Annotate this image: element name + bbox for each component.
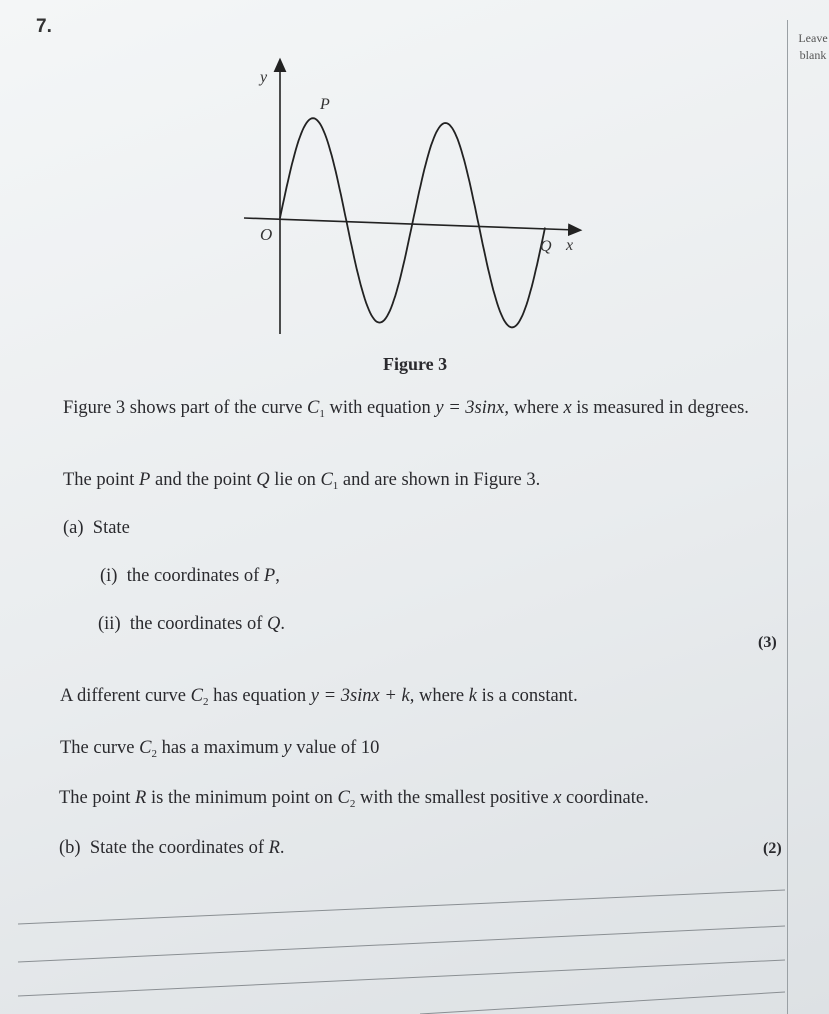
- curve-subscript: 2: [203, 696, 209, 708]
- part-b-marks: (2): [763, 840, 782, 857]
- part-a-ii-label: (ii): [98, 614, 121, 634]
- part-b-text: State the coordinates of: [89, 838, 269, 858]
- max-text-3: value of 10: [291, 738, 380, 758]
- curve-subscript: 2: [151, 748, 157, 760]
- equation-c2: y = 3sinx + k: [310, 686, 410, 706]
- points-sentence: [63, 468, 540, 499]
- curve-name: C: [307, 398, 320, 418]
- curve-name: C: [337, 788, 350, 808]
- part-b-label: (b): [59, 838, 81, 858]
- points-text-2: and the point: [150, 470, 257, 490]
- question-number: 7.: [36, 16, 52, 37]
- curve-c1: [280, 118, 545, 327]
- figure-caption: Figure 3: [383, 354, 448, 374]
- intro-text-2: with equation: [324, 398, 436, 418]
- x-variable: x: [563, 398, 572, 418]
- points-text-3: lie on: [269, 470, 321, 490]
- r-text-1: The point: [59, 788, 136, 808]
- points-text-1: The point: [63, 470, 140, 490]
- intro-text-3: , where: [504, 398, 564, 418]
- curve-subscript: 2: [349, 798, 356, 810]
- sine-curve-figure: [240, 50, 600, 350]
- curve-name: C: [139, 738, 152, 758]
- part-b-question: [59, 836, 285, 861]
- r-text-4: coordinate.: [561, 788, 649, 808]
- leave-blank-label: [793, 30, 829, 64]
- part-a-text: State: [92, 518, 130, 538]
- answer-line[interactable]: [18, 890, 785, 924]
- curve-name: C: [190, 686, 203, 706]
- margin-divider: [787, 20, 788, 1014]
- part-a-i: [100, 564, 280, 589]
- c2-text-2: has equation: [208, 686, 311, 706]
- answer-line[interactable]: [420, 992, 785, 1014]
- point-q-label: Q: [540, 238, 552, 255]
- answer-line[interactable]: [18, 926, 785, 962]
- point-p: P: [263, 566, 276, 586]
- point-r: R: [268, 838, 280, 858]
- curve-subscript: 1: [319, 408, 325, 420]
- part-a-i-text: the coordinates of: [126, 566, 264, 586]
- c2-text-4: is a constant.: [477, 686, 578, 706]
- intro-text-4: is measured in degrees.: [571, 398, 749, 418]
- maximum-sentence: [60, 736, 379, 767]
- x-axis: [244, 218, 576, 230]
- x-variable: x: [553, 788, 562, 808]
- point-q: Q: [256, 470, 270, 490]
- y-axis-label: y: [260, 69, 268, 86]
- answer-lines: [0, 870, 829, 1014]
- leave-label: Leave: [798, 31, 828, 45]
- point-p-label: P: [320, 96, 330, 113]
- answer-line[interactable]: [18, 960, 785, 996]
- origin-label: O: [260, 225, 273, 244]
- max-text-1: The curve: [60, 738, 140, 758]
- blank-label: blank: [799, 48, 827, 62]
- part-a-ii-text: the coordinates of: [129, 614, 268, 634]
- c2-text-1: A different curve: [60, 686, 191, 706]
- max-text-2: has a maximum: [156, 738, 284, 758]
- curve-c2-sentence: [60, 684, 578, 715]
- part-a-i-label: (i): [100, 566, 118, 586]
- part-a-marks: (3): [758, 634, 777, 651]
- part-a-ii-punct: .: [280, 614, 286, 634]
- equation-c1: y = 3sinx: [435, 398, 505, 418]
- r-text-3: with the smallest positive: [355, 788, 554, 808]
- intro-paragraph: [63, 396, 778, 427]
- intro-text-1: Figure 3 shows part of the curve: [63, 398, 308, 418]
- curve-subscript: 1: [332, 480, 339, 492]
- y-variable: y: [283, 738, 292, 758]
- part-a-heading: [63, 516, 130, 541]
- part-a-i-punct: ,: [275, 566, 280, 586]
- points-text-4: and are shown in Figure 3.: [338, 470, 541, 490]
- point-q: Q: [267, 614, 281, 634]
- part-b-punct: .: [279, 838, 285, 858]
- k-variable: k: [468, 686, 477, 706]
- c2-text-3: , where: [409, 686, 469, 706]
- part-a-ii: [98, 612, 285, 637]
- x-axis-label: x: [566, 237, 574, 254]
- point-p: P: [139, 470, 151, 490]
- point-r: R: [135, 788, 147, 808]
- point-r-sentence: [59, 786, 649, 817]
- part-a-label: (a): [63, 518, 84, 538]
- curve-name: C: [320, 470, 333, 490]
- r-text-2: is the minimum point on: [146, 788, 338, 808]
